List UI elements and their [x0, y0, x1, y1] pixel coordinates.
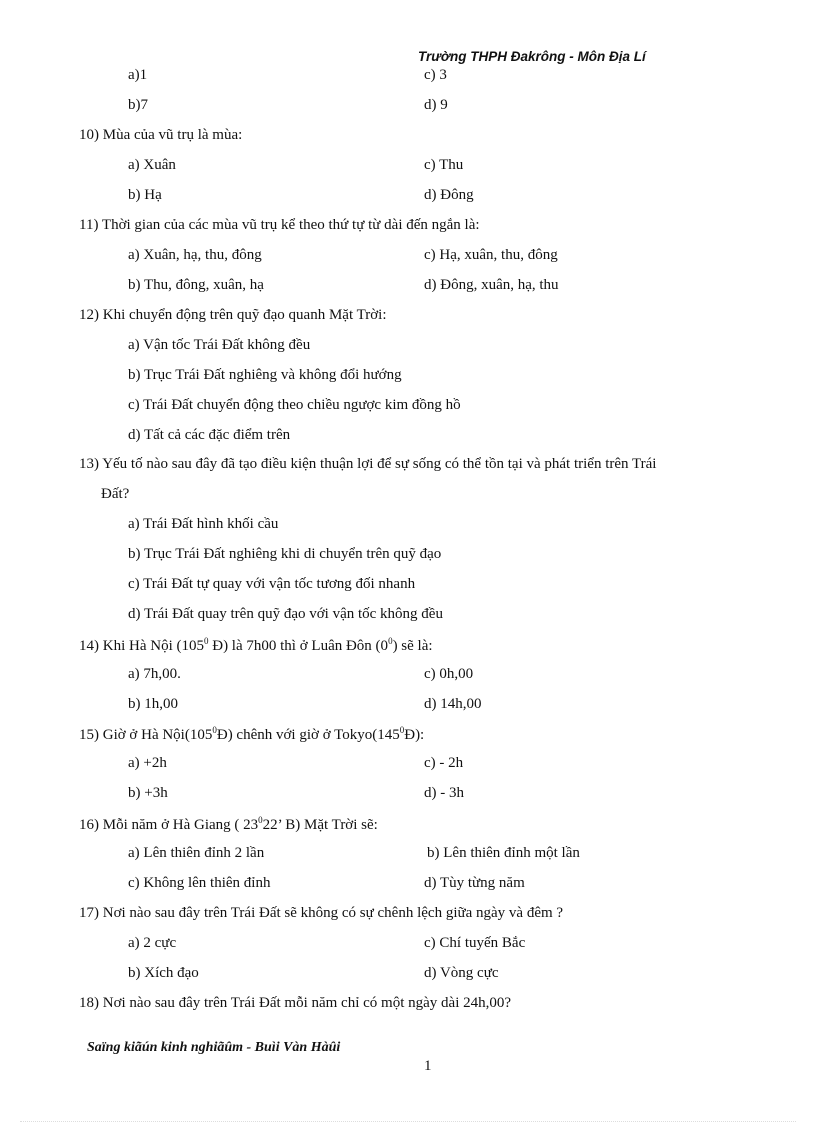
q11-option-b: b) Thu, đông, xuân, hạ: [128, 277, 264, 293]
question-18: 18) Nơi nào sau đây trên Trái Đất mỗi năm chỉ có một ngày dài 24h,00?: [79, 995, 512, 1011]
q14-option-b: b) 1h,00: [128, 696, 178, 712]
question-11: 11) Thời gian của các mùa vũ trụ kể theo thứ tự từ dài đến ngắn là:: [79, 217, 480, 233]
q12-option-a: a) Vận tốc Trái Đất không đều: [128, 337, 311, 353]
q15-option-d: d) - 3h: [424, 785, 464, 801]
q17-option-d: d) Vòng cực: [424, 965, 499, 981]
q9-option-c: c) 3: [424, 67, 447, 83]
q16-option-b: b) Lên thiên đỉnh một lần: [427, 845, 580, 861]
q15-option-a: a) +2h: [128, 755, 167, 771]
question-13-line2: Đất?: [101, 486, 130, 502]
q11-option-a: a) Xuân, hạ, thu, đông: [128, 247, 262, 263]
q13-option-d: d) Trái Đất quay trên quỹ đạo với vận tốc không đều: [128, 606, 443, 622]
question-16: 16) Mỗi năm ở Hà Giang ( $23^022$’ B) Mặt Trời sẽ:: [79, 815, 378, 833]
page-bottom-divider: [20, 1121, 796, 1122]
q10-option-a: a) Xuân: [128, 157, 176, 173]
question-10: 10) Mùa của vũ trụ là mùa:: [79, 127, 243, 143]
q16-option-d: d) Tùy từng năm: [424, 875, 525, 891]
q13-option-b: b) Trục Trái Đất nghiêng khi di chuyển trên quỹ đạo: [128, 546, 442, 562]
q14-option-a: a) 7h,00.: [128, 666, 181, 682]
q9-option-d: d) 9: [424, 97, 448, 113]
q11-option-c: c) Hạ, xuân, thu, đông: [424, 247, 558, 263]
q10-option-d: d) Đông: [424, 187, 474, 203]
q16-option-a: a) Lên thiên đỉnh 2 lần: [128, 845, 265, 861]
question-12: 12) Khi chuyển động trên quỹ đạo quanh Mặt Trời:: [79, 307, 387, 323]
page-footer: Saïng kiãún kinh nghiãûm - Buìi Vàn Hàûi: [87, 1040, 341, 1055]
q12-option-b: b) Trục Trái Đất nghiêng và không đổi hướng: [128, 367, 402, 383]
q13-option-c: c) Trái Đất tự quay với vận tốc tương đối nhanh: [128, 576, 416, 592]
q15-option-c: c) - 2h: [424, 755, 464, 771]
question-14: 14) Khi Hà Nội ($105^0$ Đ) là 7h00 thì ở Luân Đôn $(0^0)$ sẽ là:: [79, 636, 433, 654]
q9-option-a: a)1: [128, 67, 148, 83]
q10-option-c: c) Thu: [424, 157, 464, 173]
question-15: 15) Giờ ở Hà $Nội(105^0Đ)$ chênh với giờ ở $Tokyo(145^0Đ)$:: [79, 725, 425, 743]
q17-option-b: b) Xích đạo: [128, 965, 199, 981]
q9-option-b: b)7: [128, 97, 148, 113]
q10-option-b: b) Hạ: [128, 187, 162, 203]
page-number: 1: [424, 1058, 432, 1074]
page-header: Trường THPH Đakrông - Môn Địa Lí: [418, 49, 646, 64]
q16-option-c: c) Không lên thiên đỉnh: [128, 875, 271, 891]
q15-option-b: b) +3h: [128, 785, 168, 801]
q12-option-d: d) Tất cả các đặc điểm trên: [128, 427, 291, 443]
question-13-line1: 13) Yếu tố nào sau đây đã tạo điều kiện thuận lợi để sự sống có thể tồn tại và phát triển trên Trái: [79, 456, 657, 472]
q11-option-d: d) Đông, xuân, hạ, thu: [424, 277, 559, 293]
q13-option-a: a) Trái Đất hình khối cầu: [128, 516, 279, 532]
q12-option-c: c) Trái Đất chuyển động theo chiều ngược kim đồng hồ: [128, 397, 461, 413]
q14-option-d: d) 14h,00: [424, 696, 482, 712]
q17-option-a: a) 2 cực: [128, 935, 177, 951]
q14-option-c: c) 0h,00: [424, 666, 474, 682]
question-17: 17) Nơi nào sau đây trên Trái Đất sẽ không có sự chênh lệch giữa ngày và đêm ?: [79, 905, 564, 921]
q17-option-c: c) Chí tuyến Bắc: [424, 935, 526, 951]
